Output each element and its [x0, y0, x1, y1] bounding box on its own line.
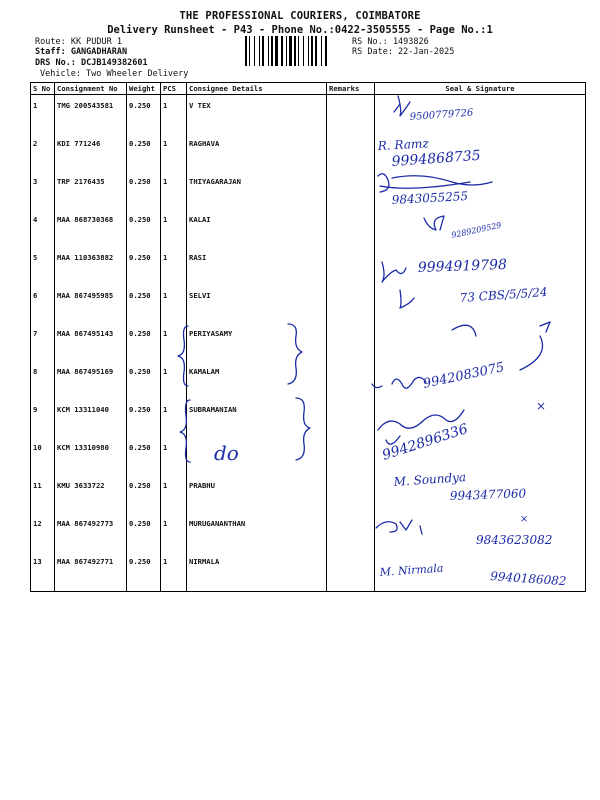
consignee-cell: PERIYASAMY	[187, 323, 327, 361]
remarks-cell	[327, 475, 375, 513]
pcs-cell: 1	[161, 209, 187, 247]
consignment-cell: MAA 867495143	[55, 323, 127, 361]
remarks-cell	[327, 95, 375, 134]
hand-r3: 9843055255	[391, 189, 469, 207]
pcs-cell: 1	[161, 133, 187, 171]
pcs-cell: 1	[161, 551, 187, 592]
pcs-cell: 1	[161, 437, 187, 475]
consignment-cell: KCM 13310980	[55, 437, 127, 475]
pcs-cell: 1	[161, 171, 187, 209]
consignment-cell: KDI 771246	[55, 133, 127, 171]
consignee-cell: MURUGANANTHAN	[187, 513, 327, 551]
remarks-cell	[327, 551, 375, 592]
hand-r2-name: R. Ramz	[377, 136, 429, 153]
pcs-cell: 1	[161, 361, 187, 399]
barcode-bar	[303, 36, 304, 66]
consignee-cell: RASI	[187, 247, 327, 285]
hand-r13-name: M. Nirmala	[379, 561, 444, 579]
sno-cell: 11	[31, 475, 55, 513]
weight-cell: 0.250	[127, 513, 161, 551]
remarks-cell	[327, 209, 375, 247]
barcode	[245, 36, 345, 66]
table-row	[31, 323, 586, 361]
table-header-row	[31, 83, 586, 95]
remarks-cell	[327, 285, 375, 323]
signature-cell	[375, 95, 586, 134]
hand-r11-name: M. Soundya	[393, 469, 467, 489]
signature-cell	[375, 361, 586, 399]
pcs-cell: 1	[161, 247, 187, 285]
remarks-cell	[327, 361, 375, 399]
staff-label: Staff: GANGADHARAN	[35, 47, 128, 57]
sno-cell: 12	[31, 513, 55, 551]
consignee-cell: V TEX	[187, 95, 327, 134]
consignment-cell: MAA 867495985	[55, 285, 127, 323]
weight-cell: 0.250	[127, 133, 161, 171]
remarks-cell	[327, 437, 375, 475]
remarks-cell	[327, 513, 375, 551]
weight-cell: 0.250	[127, 247, 161, 285]
barcode-bar	[311, 36, 313, 66]
weight-cell: 0.250	[127, 475, 161, 513]
hand-r11-phone: 9943477060	[449, 486, 527, 503]
consignment-cell: MAA 867492773	[55, 513, 127, 551]
signature-cell	[375, 437, 586, 475]
barcode-bar	[268, 36, 269, 66]
pcs-cell: 1	[161, 513, 187, 551]
signature-cell	[375, 399, 586, 437]
consignment-cell: TRP 2176435	[55, 171, 127, 209]
consignment-cell: TMG 200543581	[55, 95, 127, 134]
hand-r13-phone: 9940186082	[489, 569, 567, 589]
barcode-bar	[281, 36, 283, 66]
sno-cell: 8	[31, 361, 55, 399]
hand-r5: 9994919798	[417, 256, 508, 276]
pcs-cell: 1	[161, 95, 187, 134]
barcode-bar	[254, 36, 255, 66]
weight-cell: 0.250	[127, 209, 161, 247]
signature-cell	[375, 285, 586, 323]
table-row	[31, 133, 586, 171]
consignment-cell: MAA 868730368	[55, 209, 127, 247]
consignee-cell: THIYAGARAJAN	[187, 171, 327, 209]
consignment-cell: MAA 110363882	[55, 247, 127, 285]
weight-cell: 0.250	[127, 171, 161, 209]
vehicle-label: Vehicle: Two Wheeler Delivery	[40, 69, 189, 79]
consignment-cell: KMU 3633722	[55, 475, 127, 513]
runsheet-table	[30, 82, 586, 592]
sno-cell: 1	[31, 95, 55, 134]
barcode-bar	[289, 36, 292, 66]
sno-cell: 7	[31, 323, 55, 361]
sno-cell: 2	[31, 133, 55, 171]
table-row	[31, 437, 586, 475]
hand-r1: 9500779726	[409, 107, 474, 123]
signature-cell	[375, 475, 586, 513]
col-consignee: Consignee Details	[187, 83, 327, 95]
consignment-cell: KCM 13311040	[55, 399, 127, 437]
sno-cell: 9	[31, 399, 55, 437]
hand-r9: 9942896336	[380, 421, 470, 464]
remarks-cell	[327, 399, 375, 437]
runsheet-subtitle: Delivery Runsheet - P43 - Phone No.:0422-3505555 - Page No.:1	[107, 24, 493, 36]
sno-cell: 13	[31, 551, 55, 592]
table-row	[31, 513, 586, 551]
hand-x-r12: ×	[520, 514, 529, 525]
hand-x-r9: ×	[536, 399, 547, 413]
barcode-bar	[259, 36, 260, 66]
sno-cell: 4	[31, 209, 55, 247]
sno-cell: 6	[31, 285, 55, 323]
rs-date: RS Date: 22-Jan-2025	[352, 47, 455, 57]
hand-r12: 9843623082	[476, 533, 553, 547]
signature-cell	[375, 551, 586, 592]
weight-cell: 0.250	[127, 323, 161, 361]
signature-cell	[375, 323, 586, 361]
hand-r6: 73 CBS/5/5/24	[459, 284, 548, 305]
pcs-cell: 1	[161, 323, 187, 361]
col-weight: Weight	[127, 83, 161, 95]
consignment-cell: MAA 867495169	[55, 361, 127, 399]
barcode-bar	[286, 36, 287, 66]
consignee-cell	[187, 437, 327, 475]
remarks-cell	[327, 133, 375, 171]
remarks-cell	[327, 171, 375, 209]
consignee-cell: KAMALAM	[187, 361, 327, 399]
sno-cell: 3	[31, 171, 55, 209]
barcode-bar	[275, 36, 278, 66]
consignee-cell: KALAI	[187, 209, 327, 247]
table-row	[31, 551, 586, 592]
table-row	[31, 171, 586, 209]
barcode-bar	[298, 36, 299, 66]
sno-cell: 5	[31, 247, 55, 285]
barcode-bar	[262, 36, 264, 66]
sno-cell: 10	[31, 437, 55, 475]
col-consignment: Consignment No	[55, 83, 127, 95]
hand-r2-phone: 9994868735	[391, 147, 482, 170]
rs-number: RS No.: 1493826	[352, 37, 429, 47]
hand-r8: 9942083075	[421, 360, 506, 392]
table-row	[31, 475, 586, 513]
pcs-cell: 1	[161, 399, 187, 437]
consignee-cell: PRABHU	[187, 475, 327, 513]
barcode-bar	[308, 36, 309, 66]
weight-cell: 0.250	[127, 95, 161, 134]
consignee-cell: RAGHAVA	[187, 133, 327, 171]
consignee-cell: NIRMALA	[187, 551, 327, 592]
signature-cell	[375, 171, 586, 209]
consignee-cell: SUBRAMANIAN	[187, 399, 327, 437]
drs-number: DRS No.: DCJB149382601	[35, 58, 148, 68]
table-row	[31, 399, 586, 437]
weight-cell: 0.250	[127, 361, 161, 399]
barcode-bar	[321, 36, 322, 66]
company-title: THE PROFESSIONAL COURIERS, COIMBATORE	[179, 10, 421, 22]
consignment-cell: MAA 867492771	[55, 551, 127, 592]
weight-cell: 0.250	[127, 551, 161, 592]
table-row	[31, 285, 586, 323]
col-remarks: Remarks	[327, 83, 375, 95]
hand-r10-do: do	[214, 441, 239, 465]
pcs-cell: 1	[161, 285, 187, 323]
signature-cell	[375, 247, 586, 285]
barcode-bar	[325, 36, 327, 66]
remarks-cell	[327, 323, 375, 361]
barcode-bar	[294, 36, 296, 66]
hand-r4: 9289209529	[450, 220, 503, 240]
table-row	[31, 95, 586, 134]
col-sno: S No	[31, 83, 55, 95]
pcs-cell: 1	[161, 475, 187, 513]
table-row	[31, 361, 586, 399]
route-label: Route: KK PUDUR 1	[35, 37, 122, 47]
barcode-bar	[271, 36, 273, 66]
barcode-bar	[245, 36, 247, 66]
col-signature: Seal & Signature	[375, 83, 586, 95]
col-pcs: PCS	[161, 83, 187, 95]
barcode-bar	[315, 36, 317, 66]
table-row	[31, 247, 586, 285]
signature-cell	[375, 513, 586, 551]
weight-cell: 0.250	[127, 399, 161, 437]
table-row	[31, 209, 586, 247]
weight-cell: 0.250	[127, 437, 161, 475]
signature-cell	[375, 209, 586, 247]
signature-cell	[375, 133, 586, 171]
remarks-cell	[327, 247, 375, 285]
consignee-cell: SELVI	[187, 285, 327, 323]
barcode-bar	[249, 36, 250, 66]
weight-cell: 0.250	[127, 285, 161, 323]
